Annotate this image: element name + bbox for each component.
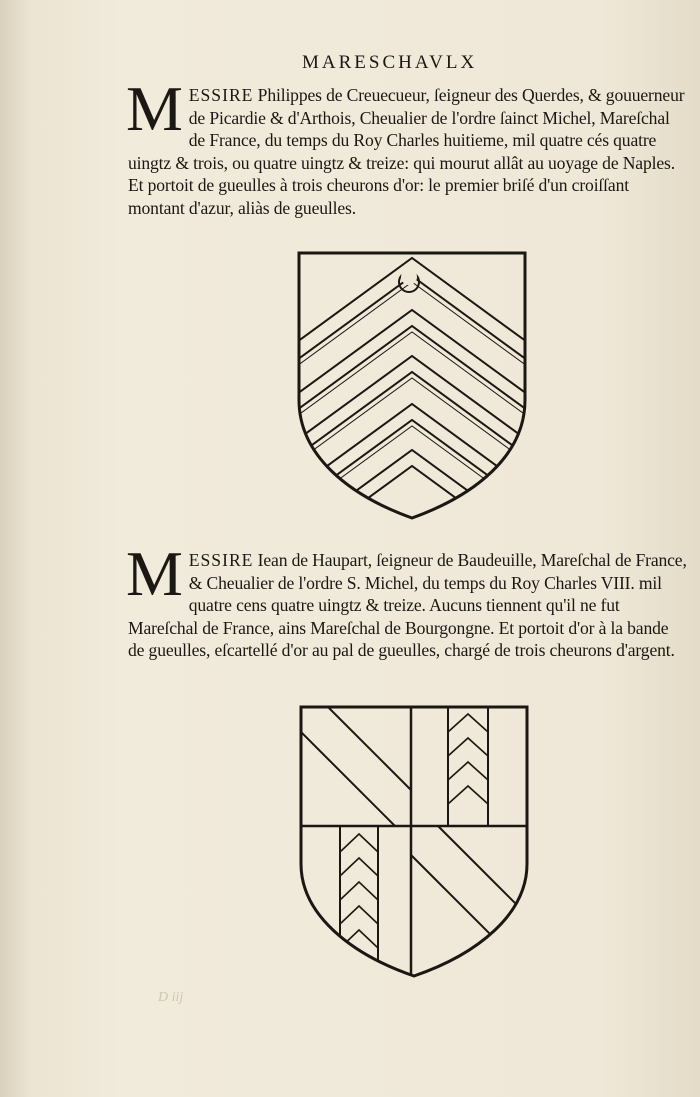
entry-haupart — [126, 538, 688, 662]
signature-mark: D iij — [158, 990, 184, 1005]
drop-cap: M — [126, 538, 183, 609]
coat-of-arms-shield-icon — [296, 250, 528, 522]
lead-word: ESSIRE — [188, 550, 254, 570]
entry-paragraph — [126, 73, 688, 220]
entry-body: Iean de Haupart, ſeigneur de Baudeuille, Mareſchal de France, & Cheualier de l'ordre S. Michel, du temps du Roy Charles VIII. mil quatre cens quatre uingtz & treize. Aucuns tiennent qu'il ne fut Mareſchal de France, ains Mareſchal de Bourgongne. Et portoit d'or à la bande de gueulles, eſcartellé d'or au pal de gueulles, chargé de trois cheurons d'argent. — [128, 550, 687, 661]
pale-chevrons-bottom — [340, 834, 378, 948]
lead-word: ESSIRE — [188, 85, 254, 105]
crescent-icon — [399, 269, 419, 292]
coat-of-arms-quartered-shield-icon — [298, 704, 530, 980]
running-head: MARESCHAVLX — [302, 52, 478, 73]
chevron-2 — [296, 310, 528, 424]
chevron-3 — [296, 356, 528, 470]
entry-paragraph — [126, 538, 688, 662]
entry-body: Philippes de Creuecueur, ſeigneur des Querdes, & gouuerneur de Picardie & d'Arthois, Cheualier de l'ordre ſainct Michel, Mareſchal de France, du temps du Roy Charles huitieme, mil quatre cés quatre uingtz & trois, ou quatre uingtz & treize: qui mourut allât au uoyage de Naples. Et portoit de gueulles à trois cheurons d'or: le premier briſé d'un croiſſant montant d'azur, aliàs de gueulles. — [128, 85, 685, 218]
pale-chevrons-top — [448, 714, 488, 804]
chevron-5 — [296, 450, 528, 522]
entry-creuecueur — [126, 73, 688, 220]
drop-cap: M — [126, 73, 183, 144]
chevron-4 — [296, 404, 528, 518]
